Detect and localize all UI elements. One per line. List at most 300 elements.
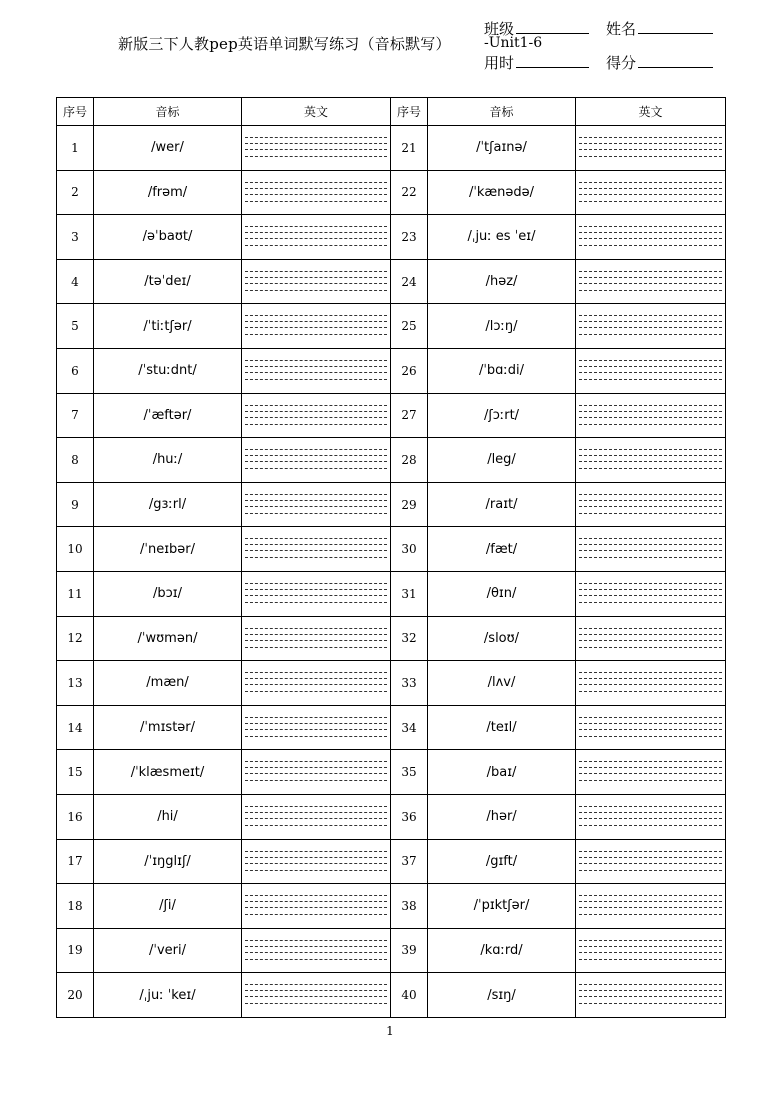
writing-guide-line (579, 513, 722, 514)
writing-guide-line (579, 723, 722, 724)
row-number-right: 28 (391, 438, 428, 483)
answer-left[interactable] (242, 304, 391, 349)
writing-guide-line (579, 736, 722, 737)
writing-guide-line (579, 194, 722, 195)
writing-guide-line (579, 461, 722, 462)
writing-guide-line (245, 245, 387, 246)
name-label: 姓名 (606, 20, 637, 38)
row-number-right: 37 (391, 839, 428, 884)
phonetic-left: /əˈbaʊt/ (94, 215, 242, 260)
writing-guide-line (245, 767, 387, 768)
writing-guide-line (579, 914, 722, 915)
writing-guide-line (579, 506, 722, 507)
writing-guide-line (579, 156, 722, 157)
answer-right[interactable] (576, 170, 726, 215)
writing-guide-line (245, 226, 387, 227)
answer-left[interactable] (242, 259, 391, 304)
table-row (57, 304, 726, 349)
page-number: 1 (386, 1024, 394, 1038)
writing-guide-line (245, 455, 387, 456)
answer-right[interactable] (576, 750, 726, 795)
writing-guide-line (245, 672, 387, 673)
answer-left[interactable] (242, 393, 391, 438)
row-number-right: 23 (391, 215, 428, 260)
row-number-right: 38 (391, 884, 428, 929)
writing-guide-line (245, 761, 387, 762)
table-row (57, 705, 726, 750)
writing-guide-line (245, 628, 387, 629)
writing-guide-line (579, 812, 722, 813)
writing-guide-line (245, 468, 387, 469)
writing-guide-line (579, 290, 722, 291)
phonetic-right: /θɪn/ (428, 571, 576, 616)
writing-guide-line (579, 678, 722, 679)
writing-guide-line (245, 550, 387, 551)
row-number-right: 24 (391, 259, 428, 304)
writing-guide-line (579, 283, 722, 284)
phonetic-right: /raɪt/ (428, 482, 576, 527)
row-number-left: 4 (57, 259, 94, 304)
writing-guide-line (579, 366, 722, 367)
writing-guide-line (245, 238, 387, 239)
table-row (57, 393, 726, 438)
writing-guide-line (579, 327, 722, 328)
answer-right[interactable] (576, 527, 726, 572)
writing-guide-line (579, 583, 722, 584)
answer-right[interactable] (576, 482, 726, 527)
time-field (484, 52, 589, 73)
writing-guide-line (245, 717, 387, 718)
writing-guide-line (579, 595, 722, 596)
writing-guide-line (245, 290, 387, 291)
time-blank[interactable] (516, 66, 589, 68)
answer-right[interactable] (576, 571, 726, 616)
row-number-right: 25 (391, 304, 428, 349)
writing-guide-line (245, 538, 387, 539)
writing-guide-line (579, 773, 722, 774)
writing-guide-line (579, 232, 722, 233)
table-row (57, 928, 726, 973)
writing-guide-line (579, 334, 722, 335)
writing-guide-line (579, 360, 722, 361)
writing-guide-line (579, 691, 722, 692)
writing-guide-line (245, 723, 387, 724)
answer-left[interactable] (242, 126, 391, 171)
writing-guide-line (579, 857, 722, 858)
phonetic-left: /ˈstuːdnt/ (94, 348, 242, 393)
writing-guide-line (245, 321, 387, 322)
writing-guide-line (245, 946, 387, 947)
writing-guide-line (245, 806, 387, 807)
writing-guide-line (579, 825, 722, 826)
writing-guide-line (579, 647, 722, 648)
row-number-left: 9 (57, 482, 94, 527)
writing-guide-line (245, 188, 387, 189)
writing-guide-line (245, 602, 387, 603)
phonetic-right: /gɪft/ (428, 839, 576, 884)
writing-guide-line (579, 494, 722, 495)
phonetic-left: /ʃi/ (94, 884, 242, 929)
phonetic-left: /huː/ (94, 438, 242, 483)
class-field (484, 18, 589, 39)
writing-guide-line (579, 424, 722, 425)
writing-guide-line (245, 595, 387, 596)
answer-left[interactable] (242, 839, 391, 884)
answer-right[interactable] (576, 884, 726, 929)
class-blank[interactable] (516, 32, 589, 34)
row-number-right: 26 (391, 348, 428, 393)
phonetic-left: /frəm/ (94, 170, 242, 215)
row-number-left: 20 (57, 973, 94, 1018)
writing-guide-line (245, 411, 387, 412)
answer-right[interactable] (576, 215, 726, 260)
answer-left[interactable] (242, 661, 391, 706)
unit-label: -Unit1-6 (484, 35, 543, 51)
phonetic-left: /ˈtiːtʃər/ (94, 304, 242, 349)
writing-guide-line (245, 232, 387, 233)
writing-guide-line (245, 1003, 387, 1004)
table-row (57, 571, 726, 616)
header-phonetic-right: 音标 (428, 98, 576, 126)
row-number-left: 7 (57, 393, 94, 438)
phonetic-left: /təˈdeɪ/ (94, 259, 242, 304)
writing-guide-line (579, 149, 722, 150)
answer-right[interactable] (576, 973, 726, 1018)
answer-right[interactable] (576, 438, 726, 483)
phonetic-right: /kɑːrd/ (428, 928, 576, 973)
writing-guide-line (579, 990, 722, 991)
phonetic-left: /ˈɪŋglɪʃ/ (94, 839, 242, 884)
phonetic-right: /ˈbɑːdi/ (428, 348, 576, 393)
table-row (57, 259, 726, 304)
answer-right[interactable] (576, 304, 726, 349)
writing-guide-line (579, 984, 722, 985)
writing-guide-line (579, 468, 722, 469)
name-blank[interactable] (638, 32, 713, 34)
header-english-left: 英文 (242, 98, 391, 126)
writing-guide-line (245, 283, 387, 284)
class-label: 班级 (484, 20, 515, 38)
writing-guide-line (579, 550, 722, 551)
writing-guide-line (579, 245, 722, 246)
table-row (57, 215, 726, 260)
answer-left[interactable] (242, 616, 391, 661)
phonetic-right: /ˈtʃaɪnə/ (428, 126, 576, 171)
writing-guide-line (579, 895, 722, 896)
row-number-left: 8 (57, 438, 94, 483)
answer-left[interactable] (242, 571, 391, 616)
writing-guide-line (579, 182, 722, 183)
phonetic-left: /bɔɪ/ (94, 571, 242, 616)
writing-guide-line (245, 863, 387, 864)
writing-guide-line (245, 417, 387, 418)
writing-guide-line (245, 583, 387, 584)
writing-guide-line (579, 372, 722, 373)
writing-guide-line (579, 538, 722, 539)
answer-left[interactable] (242, 750, 391, 795)
writing-guide-line (245, 589, 387, 590)
writing-guide-line (245, 996, 387, 997)
score-label: 得分 (606, 54, 637, 72)
writing-guide-line (579, 761, 722, 762)
table-row (57, 750, 726, 795)
row-number-right: 27 (391, 393, 428, 438)
table-row (57, 884, 726, 929)
phonetic-right: /hər/ (428, 794, 576, 839)
answer-left[interactable] (242, 348, 391, 393)
table-row (57, 616, 726, 661)
writing-guide-line (245, 984, 387, 985)
writing-guide-line (579, 226, 722, 227)
writing-guide-line (245, 366, 387, 367)
row-number-left: 1 (57, 126, 94, 171)
writing-guide-line (245, 825, 387, 826)
table-row (57, 482, 726, 527)
writing-guide-line (579, 996, 722, 997)
row-number-left: 19 (57, 928, 94, 973)
phonetic-left: /ˈklæsmeɪt/ (94, 750, 242, 795)
writing-guide-line (579, 321, 722, 322)
writing-guide-line (245, 360, 387, 361)
writing-guide-line (579, 634, 722, 635)
answer-right[interactable] (576, 661, 726, 706)
writing-guide-line (245, 277, 387, 278)
answer-left[interactable] (242, 527, 391, 572)
phonetic-left: /ˈmɪstər/ (94, 705, 242, 750)
answer-right[interactable] (576, 259, 726, 304)
row-number-right: 34 (391, 705, 428, 750)
answer-left[interactable] (242, 973, 391, 1018)
writing-guide-line (245, 201, 387, 202)
writing-guide-line (245, 143, 387, 144)
writing-guide-line (579, 870, 722, 871)
row-number-right: 30 (391, 527, 428, 572)
writing-guide-line (245, 334, 387, 335)
row-number-left: 6 (57, 348, 94, 393)
writing-guide-line (245, 137, 387, 138)
writing-guide-line (579, 455, 722, 456)
table-header-row (57, 98, 726, 126)
row-number-left: 16 (57, 794, 94, 839)
table-row (57, 661, 726, 706)
answer-right[interactable] (576, 348, 726, 393)
row-number-right: 29 (391, 482, 428, 527)
writing-guide-line (245, 194, 387, 195)
writing-guide-line (245, 851, 387, 852)
writing-guide-line (245, 818, 387, 819)
header-index-right: 序号 (391, 98, 428, 126)
writing-guide-line (245, 736, 387, 737)
writing-guide-line (579, 271, 722, 272)
answer-left[interactable] (242, 794, 391, 839)
writing-guide-line (245, 952, 387, 953)
writing-guide-line (245, 372, 387, 373)
answer-right[interactable] (576, 616, 726, 661)
writing-guide-line (579, 717, 722, 718)
phonetic-right: /baɪ/ (428, 750, 576, 795)
phonetic-right: /lɔːŋ/ (428, 304, 576, 349)
answer-left[interactable] (242, 482, 391, 527)
phonetic-right: /sloʊ/ (428, 616, 576, 661)
writing-guide-line (245, 149, 387, 150)
page-title: 新版三下人教pep英语单词默写练习（音标默写） (118, 35, 451, 53)
row-number-left: 14 (57, 705, 94, 750)
phonetic-left: /ˈveri/ (94, 928, 242, 973)
answer-right[interactable] (576, 126, 726, 171)
phonetic-right: /ˈpɪktʃər/ (428, 884, 576, 929)
row-number-left: 15 (57, 750, 94, 795)
writing-guide-line (579, 628, 722, 629)
phonetic-right: /teɪl/ (428, 705, 576, 750)
writing-guide-line (245, 424, 387, 425)
writing-guide-line (579, 959, 722, 960)
writing-guide-line (579, 449, 722, 450)
writing-guide-line (579, 780, 722, 781)
answer-left[interactable] (242, 170, 391, 215)
header-index-left: 序号 (57, 98, 94, 126)
writing-guide-line (579, 1003, 722, 1004)
writing-guide-line (579, 806, 722, 807)
answer-left[interactable] (242, 438, 391, 483)
writing-guide-line (579, 238, 722, 239)
phonetic-right: /fæt/ (428, 527, 576, 572)
writing-guide-line (579, 907, 722, 908)
row-number-right: 36 (391, 794, 428, 839)
writing-guide-line (579, 640, 722, 641)
writing-guide-line (579, 602, 722, 603)
answer-left[interactable] (242, 705, 391, 750)
writing-guide-line (245, 544, 387, 545)
row-number-left: 3 (57, 215, 94, 260)
row-number-right: 33 (391, 661, 428, 706)
row-number-left: 11 (57, 571, 94, 616)
writing-guide-line (245, 640, 387, 641)
writing-guide-line (579, 557, 722, 558)
table-row (57, 170, 726, 215)
row-number-right: 39 (391, 928, 428, 973)
phonetic-left: /gɜːrl/ (94, 482, 242, 527)
writing-guide-line (579, 672, 722, 673)
writing-guide-line (245, 315, 387, 316)
answer-right[interactable] (576, 839, 726, 884)
writing-guide-line (245, 812, 387, 813)
answer-right[interactable] (576, 794, 726, 839)
writing-guide-line (245, 857, 387, 858)
writing-guide-line (245, 500, 387, 501)
writing-guide-line (245, 182, 387, 183)
table-row (57, 527, 726, 572)
writing-guide-line (579, 315, 722, 316)
score-blank[interactable] (638, 66, 713, 68)
writing-guide-line (579, 500, 722, 501)
writing-guide-line (579, 417, 722, 418)
row-number-left: 18 (57, 884, 94, 929)
writing-guide-line (245, 895, 387, 896)
writing-guide-line (245, 506, 387, 507)
writing-guide-line (245, 940, 387, 941)
table-row (57, 348, 726, 393)
writing-guide-line (245, 691, 387, 692)
writing-guide-line (245, 449, 387, 450)
phonetic-right: /sɪŋ/ (428, 973, 576, 1018)
writing-guide-line (245, 647, 387, 648)
writing-guide-line (579, 940, 722, 941)
answer-right[interactable] (576, 705, 726, 750)
writing-guide-line (579, 143, 722, 144)
phonetic-left: /hi/ (94, 794, 242, 839)
phonetic-left: /ˈneɪbər/ (94, 527, 242, 572)
phonetic-left: /mæn/ (94, 661, 242, 706)
writing-guide-line (245, 557, 387, 558)
writing-guide-line (579, 946, 722, 947)
writing-guide-line (245, 684, 387, 685)
phonetic-right: /ˌjuː es ˈeɪ/ (428, 215, 576, 260)
table-row (57, 794, 726, 839)
writing-guide-line (245, 494, 387, 495)
time-label: 用时 (484, 54, 515, 72)
score-field (606, 52, 713, 73)
row-number-left: 2 (57, 170, 94, 215)
table-row (57, 839, 726, 884)
writing-guide-line (579, 863, 722, 864)
row-number-right: 32 (391, 616, 428, 661)
row-number-left: 10 (57, 527, 94, 572)
answer-left[interactable] (242, 215, 391, 260)
dictation-table (56, 97, 726, 1018)
writing-guide-line (579, 818, 722, 819)
name-field (606, 18, 713, 39)
writing-guide-line (245, 271, 387, 272)
row-number-left: 12 (57, 616, 94, 661)
row-number-left: 5 (57, 304, 94, 349)
row-number-right: 22 (391, 170, 428, 215)
writing-guide-line (245, 156, 387, 157)
phonetic-left: /wer/ (94, 126, 242, 171)
writing-guide-line (245, 870, 387, 871)
writing-guide-line (579, 901, 722, 902)
header-phonetic-left: 音标 (94, 98, 242, 126)
row-number-right: 35 (391, 750, 428, 795)
writing-guide-line (245, 780, 387, 781)
writing-guide-line (579, 137, 722, 138)
writing-guide-line (579, 684, 722, 685)
writing-guide-line (579, 405, 722, 406)
phonetic-right: /həz/ (428, 259, 576, 304)
answer-right[interactable] (576, 393, 726, 438)
table-row (57, 973, 726, 1018)
answer-left[interactable] (242, 928, 391, 973)
answer-right[interactable] (576, 928, 726, 973)
phonetic-right: /lʌv/ (428, 661, 576, 706)
writing-guide-line (579, 589, 722, 590)
writing-guide-line (245, 773, 387, 774)
answer-left[interactable] (242, 884, 391, 929)
writing-guide-line (245, 901, 387, 902)
row-number-right: 40 (391, 973, 428, 1018)
writing-guide-line (245, 513, 387, 514)
row-number-right: 21 (391, 126, 428, 171)
writing-guide-line (579, 544, 722, 545)
writing-guide-line (579, 767, 722, 768)
writing-guide-line (579, 952, 722, 953)
writing-guide-line (245, 634, 387, 635)
writing-guide-line (245, 405, 387, 406)
writing-guide-line (245, 461, 387, 462)
writing-guide-line (579, 851, 722, 852)
table-row (57, 438, 726, 483)
writing-guide-line (245, 914, 387, 915)
writing-guide-line (579, 379, 722, 380)
